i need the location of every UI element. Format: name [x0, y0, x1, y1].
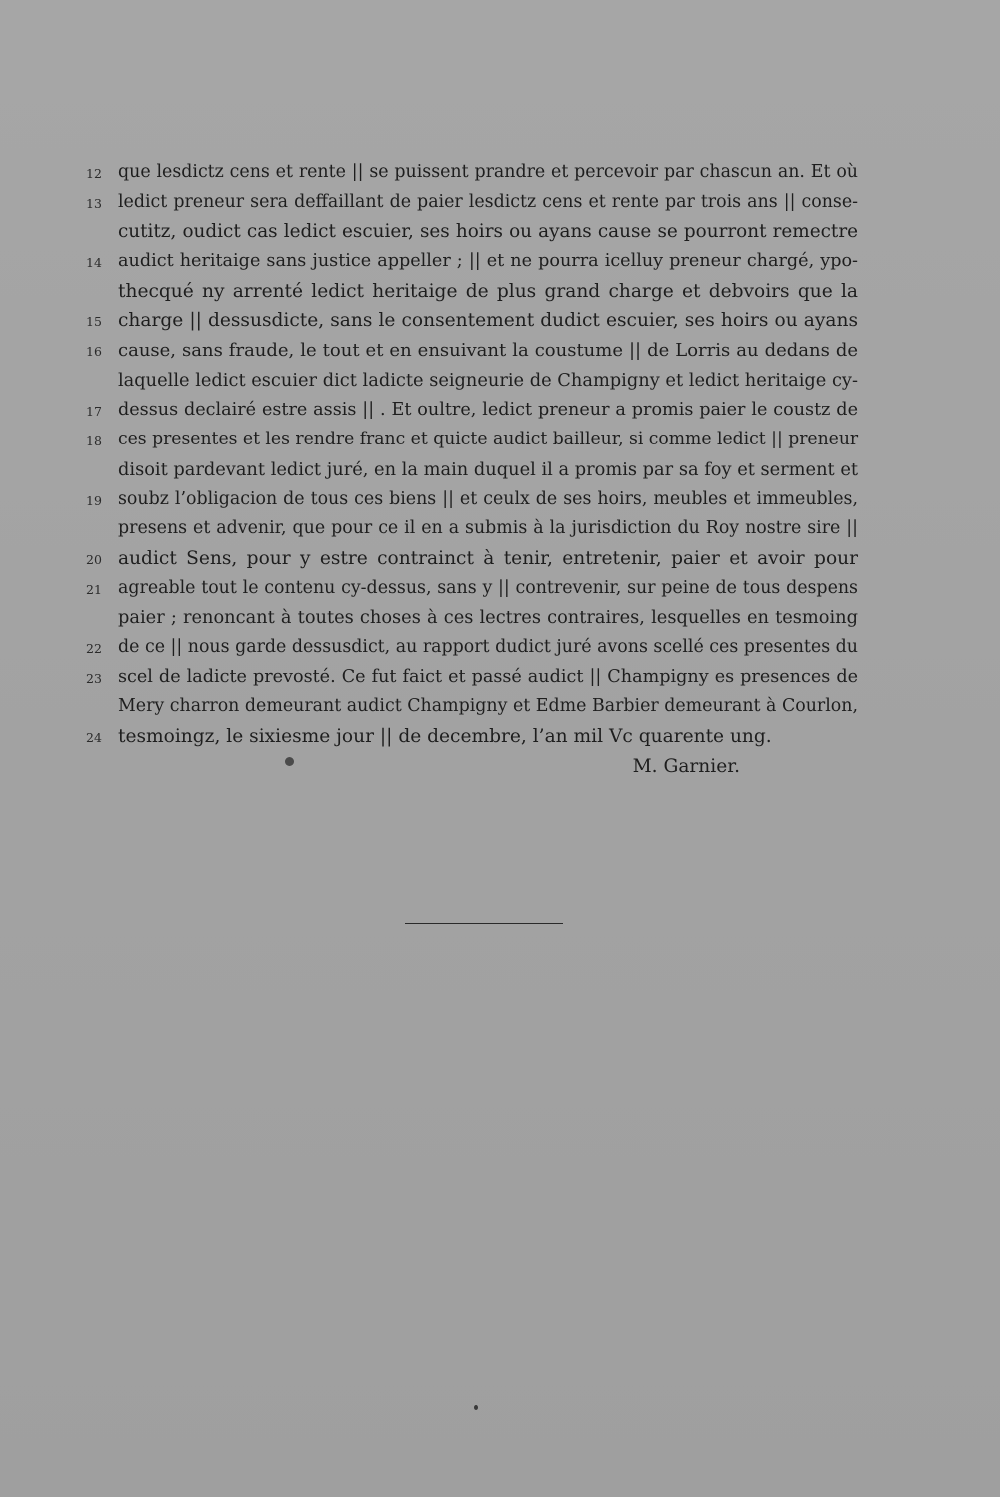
- text-line: [86, 247, 858, 277]
- signature: M. Garnier.: [632, 755, 740, 777]
- line-text: ces presentes et les rendre franc et quicte audict bailleur, si comme ledict || preneur: [118, 429, 859, 450]
- text-line: [118, 277, 858, 307]
- line-text: disoit pardevant ledict juré, en la main duquel il a promis par sa foy et serment et: [118, 458, 858, 480]
- line-text: ledict preneur sera deffaillant de paier lesdictz cens et rente par trois ans || conse-: [118, 191, 858, 212]
- line-text: de ce || nous garde dessusdict, au rapport dudict juré avons scellé ces presentes du: [118, 637, 858, 657]
- line-text: audict heritaige sans justice appeller ; || et ne pourra icelluy preneur chargé, ypo-: [118, 251, 858, 272]
- line-text: laquelle ledict escuier dict ladicte seigneurie de Champigny et ledict heritaige cy-: [118, 369, 858, 391]
- text-line: [86, 336, 858, 366]
- line-text: agreable tout le contenu cy-dessus, sans y || contrevenir, sur peine de tous despens: [118, 577, 858, 598]
- line-text: dessus declairé estre assis || . Et oultre, ledict preneur a promis paier le coustz de: [118, 399, 858, 420]
- line-number: 20: [86, 551, 102, 567]
- text-line: [86, 396, 858, 426]
- line-text: presens et advenir, que pour ce il en a submis à la jurisdiction du Roy nostre sire ||: [118, 518, 858, 539]
- line-text: scel de ladicte prevosté. Ce fut faict et passé audict || Champigny es presences de: [118, 666, 858, 687]
- line-text: audict Sens, pour y estre contrainct à tenir, entretenir, paier et avoir pour: [118, 547, 858, 569]
- line-number: 23: [86, 670, 102, 686]
- text-line: [118, 692, 858, 722]
- text-line: [86, 544, 858, 574]
- text-line: [86, 663, 858, 693]
- line-number: 19: [86, 492, 102, 508]
- text-line: [86, 158, 858, 188]
- text-line: [86, 188, 858, 218]
- text-line: [118, 455, 858, 485]
- line-number: 22: [86, 641, 102, 656]
- line-number: 12: [86, 166, 102, 181]
- line-number: 21: [86, 581, 102, 597]
- text-line: [118, 603, 858, 633]
- text-line: [86, 633, 858, 663]
- line-text: paier ; renoncant à toutes choses à ces lectres contraires, lesquelles en tesmoing: [118, 607, 858, 629]
- line-number: 14: [86, 255, 102, 271]
- line-text: tesmoingz, le sixiesme jour || de decembre, l’an mil Vc quarente ung.: [118, 726, 772, 748]
- line-number: 18: [86, 433, 102, 449]
- line-text: que lesdictz cens et rente || se puissent prandre et percevoir par chascun an. Et où: [118, 162, 858, 182]
- text-line: [86, 485, 858, 515]
- line-text: charge || dessusdicte, sans le consentement dudict escuier, ses hoirs ou ayans: [118, 310, 858, 332]
- paper-speck: [285, 757, 294, 766]
- section-divider: [405, 923, 563, 924]
- text-line: [118, 366, 858, 396]
- line-text: thecqué ny arrenté ledict heritaige de plus grand charge et debvoirs que la: [118, 280, 858, 302]
- text-line: [86, 574, 858, 604]
- line-text: Mery charron demeurant audict Champigny et Edme Barbier demeurant à Courlon,: [118, 696, 858, 717]
- line-number: 16: [86, 344, 102, 360]
- text-line: [86, 425, 859, 455]
- line-number: 24: [86, 730, 102, 746]
- line-text: soubz l’obligacion de tous ces biens || et ceulx de ses hoirs, meubles et immeubles,: [118, 488, 858, 509]
- paper-speck: [474, 1405, 478, 1410]
- line-number: 17: [86, 403, 102, 419]
- text-line: [86, 722, 858, 752]
- text-line: [118, 514, 858, 544]
- line-number: 15: [86, 314, 102, 330]
- line-number: 13: [86, 195, 102, 211]
- line-text: cause, sans fraude, le tout et en ensuivant la coustume || de Lorris au dedans de: [118, 340, 858, 362]
- line-text: cutitz, oudict cas ledict escuier, ses hoirs ou ayans cause se pourront remectre: [118, 221, 858, 243]
- text-line: [86, 306, 858, 336]
- document-body: [86, 158, 859, 781]
- text-line: [118, 217, 858, 247]
